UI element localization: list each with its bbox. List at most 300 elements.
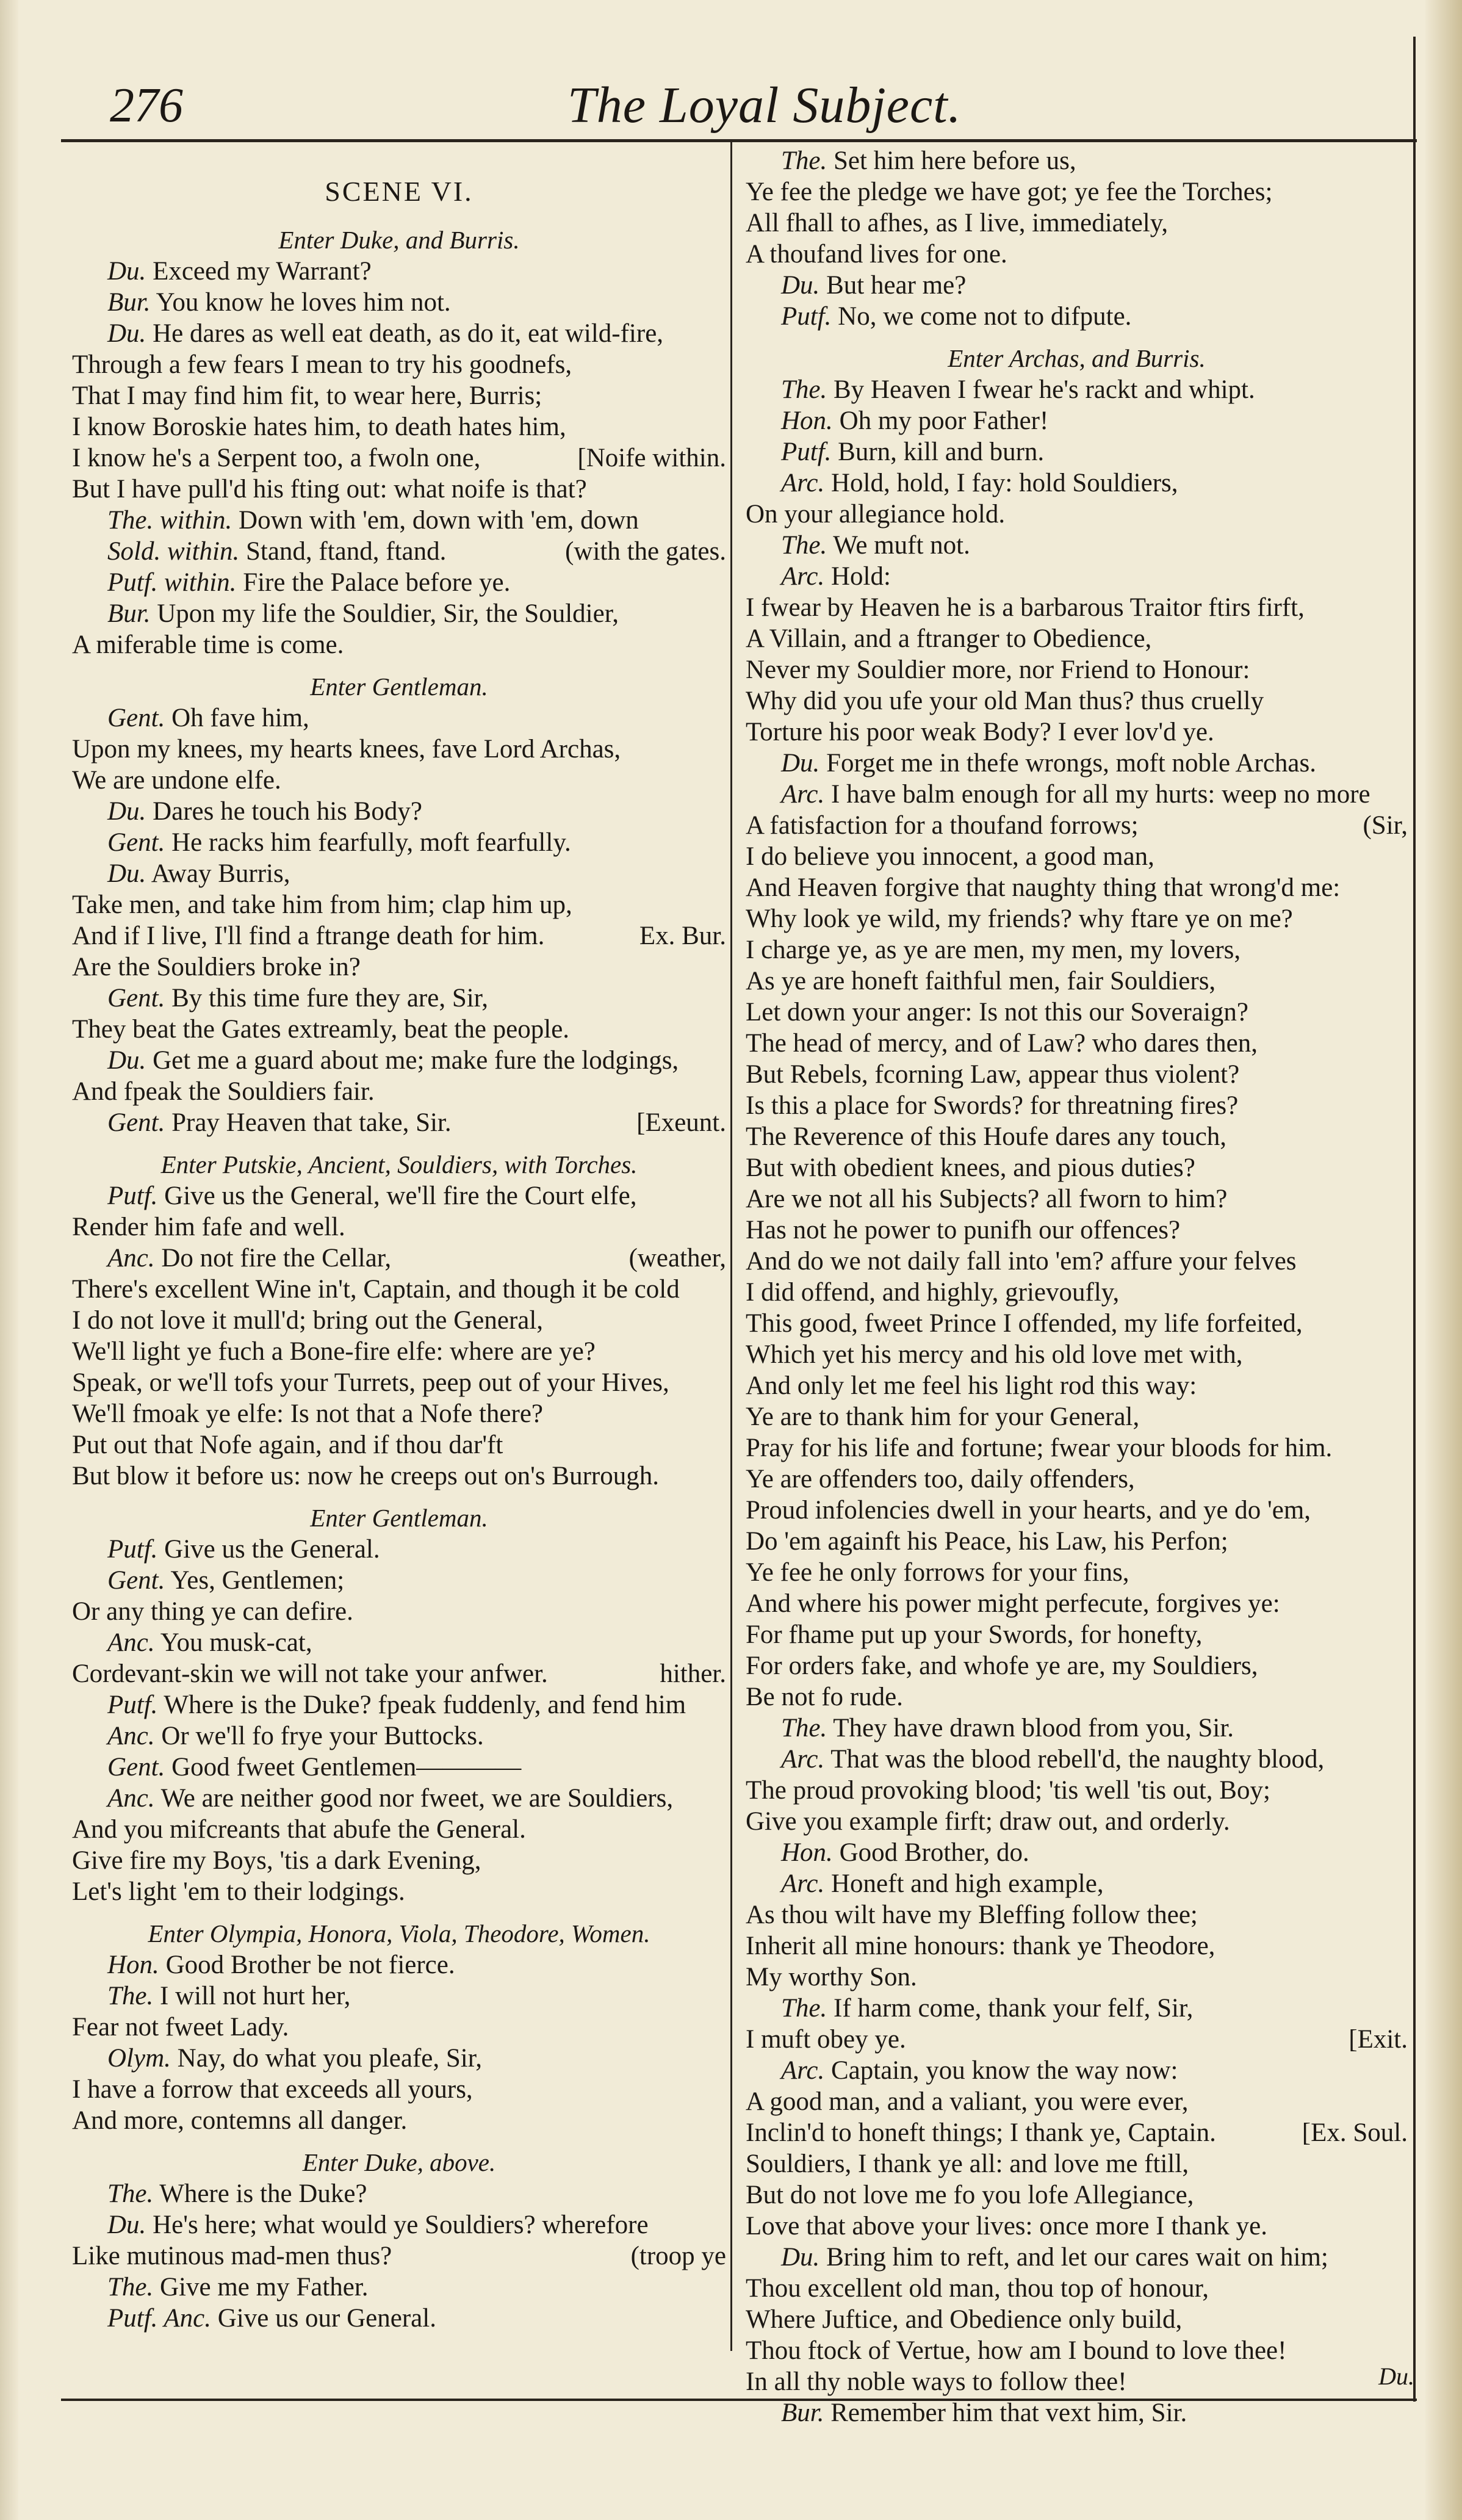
line-text: That was the blood rebell'd, the naughty blood, (830, 1745, 1325, 1774)
speech-line (72, 536, 726, 567)
speech-line (72, 827, 726, 858)
verse-line (72, 1211, 726, 1243)
line-text: But Rebels, fcorning Law, appear thus violent? (746, 1060, 1240, 1089)
speaker-name: Hon. (107, 1951, 159, 1979)
line-text: Get me a guard about me; make fure the lodgings, (153, 1046, 679, 1075)
verse-line (746, 966, 1408, 997)
line-text: Ye fee he only forrows for your fins, (746, 1558, 1129, 1587)
speaker-name: The. (781, 375, 827, 404)
speaker-name: Putf. (107, 1535, 158, 1564)
line-text: You musk-cat, (160, 1628, 312, 1657)
line-text: In all thy noble ways to follow thee! (746, 2367, 1127, 2396)
line-text: Hold: (831, 562, 891, 591)
stage-direction: Enter Gentleman. (310, 1504, 488, 1532)
speech-line (746, 561, 1408, 592)
line-text: I will not hurt her, (160, 1982, 351, 2010)
line-text: Speak, or we'll tofs your Turrets, peep out of your Hives, (72, 1368, 669, 1397)
speech-line (72, 598, 726, 629)
speaker-name: Arc. (781, 562, 825, 591)
marginal-text: [Noife within. (577, 444, 726, 472)
column-divider (730, 142, 732, 2351)
speech-line (746, 1868, 1408, 1899)
speaker-name: The. (781, 1714, 827, 1742)
speaker-name: Anc. (107, 1628, 155, 1657)
page-number: 276 (110, 79, 183, 132)
speaker-name: The. (781, 146, 827, 175)
verse-line (746, 623, 1408, 654)
verse-line (72, 1398, 726, 1429)
line-text: But blow it before us: now he creeps out on's Burrough. (72, 1462, 659, 1490)
speech-line (72, 567, 726, 598)
scan-edge-right (1425, 0, 1462, 2520)
verse-line (746, 1962, 1408, 1993)
line-text: The head of mercy, and of Law? who dares then, (746, 1029, 1258, 1058)
speech-line (746, 374, 1408, 405)
verse-line (746, 1121, 1408, 1152)
speech-line (72, 256, 726, 287)
verse-line (746, 2086, 1408, 2117)
line-text: Captain, you know the way now: (831, 2056, 1178, 2085)
line-text: Nay, do what you pleafe, Sir, (177, 2044, 483, 2073)
line-text: And you mifcreants that abufe the General. (72, 1815, 526, 1844)
verse-line (746, 1464, 1408, 1495)
line-text: Down with 'em, down with 'em, down (239, 506, 639, 535)
line-text: Dares he touch his Body? (153, 797, 422, 826)
marginal-text: [Exit. (1349, 2025, 1408, 2054)
line-text: No, we come not to difpute. (838, 302, 1132, 331)
verse-line (746, 872, 1408, 903)
verse-line (72, 889, 726, 920)
speech-line (72, 2178, 726, 2209)
speech-line (746, 2397, 1408, 2428)
line-text: But hear me? (826, 271, 967, 300)
verse-line (72, 1076, 726, 1107)
line-text: This good, fweet Prince I offended, my life forfeited, (746, 1309, 1303, 1338)
verse-line (746, 1775, 1408, 1806)
verse-line (746, 1215, 1408, 1246)
line-text: Honeft and high example, (831, 1869, 1104, 1898)
verse-line (746, 1183, 1408, 1215)
speech-line (72, 1243, 726, 1274)
line-text: Bring him to reft, and let our cares wait on him; (826, 2243, 1328, 2272)
header-rule (61, 139, 1417, 142)
line-text: As thou wilt have my Bleffing follow thee; (746, 1901, 1198, 1929)
speaker-name: Bur. (107, 599, 151, 628)
speaker-name: The. (781, 531, 827, 560)
verse-line (746, 1619, 1408, 1650)
speech-line (72, 858, 726, 889)
verse-line (746, 2148, 1408, 2179)
line-text: Love that above your lives: once more I thank ye. (746, 2212, 1267, 2240)
speaker-name: Arc. (781, 469, 825, 497)
verse-line (746, 1899, 1408, 1930)
verse-line (746, 1152, 1408, 1183)
line-text: Which yet his mercy and his old love met with, (746, 1340, 1243, 1369)
line-text: And Heaven forgive that naughty thing that wrong'd me: (746, 873, 1341, 902)
line-text: Exceed my Warrant? (153, 257, 372, 286)
verse-line (746, 1930, 1408, 1962)
verse-line (72, 1429, 726, 1460)
line-text: I know Boroskie hates him, to death hates him, (72, 413, 566, 441)
line-text: Inherit all mine honours: thank ye Theodore, (746, 1932, 1215, 1960)
marginal-text: (Sir, (1363, 811, 1408, 840)
line-text: Give you example firft; draw out, and orderly. (746, 1807, 1230, 1836)
verse-line (746, 1246, 1408, 1277)
line-text: Do not fire the Cellar, (161, 1244, 392, 1273)
line-text: Ye fee the pledge we have got; ye fee the Torches; (746, 178, 1273, 206)
stage-direction: Enter Duke, and Burris. (278, 226, 520, 254)
speaker-name: The. (781, 1994, 827, 2023)
speaker-name: Putf. Anc. (107, 2304, 211, 2333)
line-text: Away Burris, (151, 859, 290, 888)
line-text: Let down your anger: Is not this our Soveraign? (746, 998, 1248, 1027)
line-text: Put out that Nofe again, and if thou dar'ft (72, 1431, 503, 1459)
line-text: But I have pull'd his fting out: what noife is that? (72, 475, 587, 504)
line-text: And where his power might perfecute, forgives ye: (746, 1589, 1280, 1618)
verse-line (746, 654, 1408, 685)
line-text: Give us our General. (217, 2304, 436, 2333)
line-text: Inclin'd to honeft things; I thank ye, Captain. (746, 2118, 1216, 2147)
verse-line (72, 380, 726, 411)
verse-line (746, 1526, 1408, 1557)
verse-line (746, 1401, 1408, 1432)
speaker-name: Gent. (107, 704, 165, 732)
verse-line (746, 2211, 1408, 2242)
line-text: Be not fo rude. (746, 1683, 903, 1711)
verse-line (72, 411, 726, 442)
line-text: Oh my poor Father! (839, 406, 1049, 435)
speaker-name: Du. (107, 257, 146, 286)
line-text: Yes, Gentlemen; (170, 1566, 345, 1595)
speech-line (72, 1949, 726, 1980)
speaker-name: Anc. (107, 1722, 155, 1750)
line-text: As ye are honeft faithful men, fair Souldiers, (746, 967, 1216, 995)
speaker-name: The. (107, 2273, 154, 2302)
line-text: There's excellent Wine in't, Captain, and though it be cold (72, 1275, 680, 1304)
speaker-name: Sold. within. (107, 537, 240, 566)
line-text: Take men, and take him from him; clap him up, (72, 890, 572, 919)
line-text: Pray Heaven that take, Sir. (171, 1108, 452, 1137)
line-text: I charge ye, as ye are men, my men, my lovers, (746, 936, 1241, 964)
speech-line (746, 436, 1408, 468)
verse-line (746, 499, 1408, 530)
line-text: Why did you ufe your old Man thus? thus cruelly (746, 687, 1264, 715)
speaker-name: Du. (781, 271, 820, 300)
speech-line (746, 405, 1408, 436)
speech-line (72, 1689, 726, 1720)
line-text: Cordevant-skin we will not take your anfwer. (72, 1659, 548, 1688)
line-text: And only let me feel his light rod this way: (746, 1371, 1197, 1400)
line-text: Like mutinous mad-men thus? (72, 2242, 392, 2270)
speaker-name: The. within. (107, 506, 232, 535)
verse-line (746, 2024, 1408, 2055)
line-text: I did offend, and highly, grievoufly, (746, 1278, 1120, 1307)
verse-line (746, 997, 1408, 1028)
left-column (72, 145, 726, 2334)
verse-line (746, 2366, 1408, 2397)
verse-line (746, 239, 1408, 270)
line-text: For fhame put up your Swords, for honefty, (746, 1620, 1203, 1649)
line-text: Or any thing ye can defire. (72, 1597, 353, 1626)
line-text: Ye are offenders too, daily offenders, (746, 1465, 1135, 1493)
line-text: Give us the General, we'll fire the Court elfe, (164, 1182, 637, 1210)
speech-line (746, 1837, 1408, 1868)
line-text: Render him fafe and well. (72, 1213, 345, 1241)
verse-line (746, 1495, 1408, 1526)
verse-line (746, 2304, 1408, 2335)
verse-line (746, 1308, 1408, 1339)
speech-line (72, 702, 726, 734)
line-text: Give me my Father. (160, 2273, 369, 2302)
verse-line (72, 1460, 726, 1492)
line-text: But with obedient knees, and pious duties? (746, 1153, 1195, 1182)
verse-line (746, 592, 1408, 623)
line-text: The Reverence of this Houfe dares any touch, (746, 1122, 1227, 1151)
line-text: All fhall to afhes, as I live, immediately, (746, 209, 1169, 237)
speech-line (746, 1993, 1408, 2024)
verse-line (746, 2179, 1408, 2211)
verse-line (746, 903, 1408, 934)
verse-line (72, 2105, 726, 2136)
speech-line (746, 779, 1408, 810)
verse-line (72, 920, 726, 951)
speaker-name: Gent. (107, 984, 165, 1013)
speech-line (72, 2303, 726, 2334)
verse-line (72, 1367, 726, 1398)
line-text: Has not he power to punifh our offences? (746, 1216, 1181, 1244)
verse-line (746, 1588, 1408, 1619)
line-text: Upon my life the Souldier, Sir, the Souldier, (157, 599, 619, 628)
verse-line (72, 1336, 726, 1367)
line-text: Stand, ftand, ftand. (245, 537, 447, 566)
speaker-name: Du. (107, 319, 146, 348)
speaker-name: Du. (107, 2211, 146, 2239)
line-text: Good Brother, do. (839, 1838, 1029, 1867)
speaker-name: Du. (107, 797, 146, 826)
verse-line (746, 685, 1408, 717)
line-text: Forget me in thefe wrongs, moft noble Archas. (826, 749, 1316, 778)
verse-line (746, 1650, 1408, 1681)
verse-line (72, 765, 726, 796)
speaker-name: Arc. (781, 780, 825, 809)
verse-line (72, 1305, 726, 1336)
verse-line (72, 1596, 726, 1627)
speaker-name: Putf. (107, 1691, 158, 1719)
line-text: Is this a place for Swords? for threatning fires? (746, 1091, 1239, 1120)
speaker-name: Du. (107, 1046, 146, 1075)
scene-heading: SCENE VI. (325, 176, 474, 207)
line-text: Give fire my Boys, 'tis a dark Evening, (72, 1846, 481, 1875)
verse-line (746, 717, 1408, 748)
right-column (746, 145, 1408, 2428)
line-text: The proud provoking blood; 'tis well 'tis out, Boy; (746, 1776, 1270, 1805)
speech-line (746, 1744, 1408, 1775)
speech-line (72, 1565, 726, 1596)
speaker-name: Bur. (781, 2399, 824, 2427)
line-text: A Villain, and a ftranger to Obedience, (746, 624, 1152, 653)
line-text: I have a forrow that exceeds all yours, (72, 2075, 473, 2104)
speaker-name: Du. (107, 859, 146, 888)
verse-line (746, 1028, 1408, 1059)
verse-line (746, 810, 1408, 841)
speaker-name: Putf. (107, 1182, 158, 1210)
running-title: The Loyal Subject. (567, 77, 962, 134)
verse-line (746, 1806, 1408, 1837)
speech-line (746, 145, 1408, 176)
verse-line (72, 1658, 726, 1689)
line-text: Torture his poor weak Body? I ever lov'd ye. (746, 718, 1214, 746)
speech-line (72, 1752, 726, 1783)
verse-line (72, 1014, 726, 1045)
verse-line (746, 1432, 1408, 1464)
verse-line (746, 1339, 1408, 1370)
line-text: On your allegiance hold. (746, 500, 1006, 529)
verse-line (746, 1277, 1408, 1308)
verse-line (746, 176, 1408, 208)
verse-line (72, 474, 726, 505)
speech-line (72, 2209, 726, 2240)
line-text: Upon my knees, my hearts knees, fave Lord Archas, (72, 735, 621, 764)
line-text: We muft not. (833, 531, 970, 560)
verse-line (746, 208, 1408, 239)
speech-line (746, 1713, 1408, 1744)
stage-direction: Enter Putskie, Ancient, Souldiers, with Torches. (160, 1150, 638, 1179)
line-text: I fwear by Heaven he is a barbarous Traitor ftirs firft, (746, 593, 1305, 622)
speaker-name: Arc. (781, 1869, 825, 1898)
line-text: I do not love it mull'd; bring out the General, (72, 1306, 544, 1335)
verse-line (746, 841, 1408, 872)
line-text: Fear not fweet Lady. (72, 2013, 289, 2042)
marginal-text: Ex. Bur. (639, 922, 726, 950)
stage-direction: Enter Duke, above. (302, 2148, 496, 2176)
line-text: Oh fave him, (171, 704, 309, 732)
verse-line (72, 1845, 726, 1876)
verse-line (746, 1059, 1408, 1090)
speech-line (72, 1180, 726, 1211)
line-text: Thou excellent old man, thou top of honour, (746, 2274, 1209, 2303)
verse-line (746, 934, 1408, 966)
line-text: But do not love me fo you lofe Allegiance, (746, 2181, 1194, 2209)
line-text: A good man, and a valiant, you were ever, (746, 2087, 1189, 2116)
line-text: Never my Souldier more, nor Friend to Honour: (746, 655, 1250, 684)
line-text: Burn, kill and burn. (838, 438, 1045, 466)
line-text: By Heaven I fwear he's rackt and whipt. (834, 375, 1255, 404)
line-text: Thou ftock of Vertue, how am I bound to love thee! (746, 2336, 1287, 2365)
marginal-text: (troop ye (630, 2242, 726, 2270)
catchword: Du. (1378, 2363, 1414, 2390)
verse-line (72, 1814, 726, 1845)
verse-line (746, 2117, 1408, 2148)
speaker-name: Gent. (107, 1566, 165, 1595)
speaker-name: Anc. (107, 1244, 155, 1273)
line-text: Let's light 'em to their lodgings. (72, 1877, 405, 1906)
verse-line (746, 1090, 1408, 1121)
line-text: Where is the Duke? fpeak fuddenly, and fend him (164, 1691, 686, 1719)
speech-line (72, 1045, 726, 1076)
line-text: He racks him fearfully, moft fearfully. (171, 828, 571, 857)
speaker-name: Du. (781, 749, 820, 778)
verse-line (746, 2273, 1408, 2304)
verse-line (72, 2012, 726, 2043)
verse-line (746, 1681, 1408, 1713)
line-text: They have drawn blood from you, Sir. (833, 1714, 1234, 1742)
line-text: For orders fake, and whofe ye are, my Souldiers, (746, 1652, 1258, 1680)
line-text: I muft obey ye. (746, 2025, 906, 2054)
speech-line (746, 468, 1408, 499)
speech-line (72, 1783, 726, 1814)
line-text: Where Juftice, and Obedience only build, (746, 2305, 1183, 2334)
speech-line (746, 2055, 1408, 2086)
line-text: Remember him that vext him, Sir. (830, 2399, 1187, 2427)
line-text: And if I live, I'll find a ftrange death for him. (72, 922, 545, 950)
line-text: We are undone elfe. (72, 766, 281, 795)
speaker-name: The. (107, 2179, 154, 2208)
verse-line (72, 951, 726, 983)
speech-line (72, 2043, 726, 2074)
verse-line (72, 734, 726, 765)
speaker-name: Olym. (107, 2044, 171, 2073)
speech-line (746, 2242, 1408, 2273)
line-text: Souldiers, I thank ye all: and love me ftill, (746, 2150, 1189, 2178)
line-text: Fire the Palace before ye. (243, 568, 511, 597)
line-text: By this time fure they are, Sir, (171, 984, 489, 1013)
speaker-name: Du. (781, 2243, 820, 2272)
speaker-name: Bur. (107, 288, 151, 317)
line-text: Hold, hold, I fay: hold Souldiers, (831, 469, 1178, 497)
marginal-text: [Exeunt. (636, 1108, 726, 1137)
verse-line (72, 1274, 726, 1305)
line-text: Where is the Duke? (159, 2179, 367, 2208)
scan-edge-left (0, 0, 18, 2520)
speech-line (746, 748, 1408, 779)
line-text: Through a few fears I mean to try his goodnefs, (72, 350, 572, 379)
speech-line (72, 505, 726, 536)
line-text: And fpeak the Souldiers fair. (72, 1077, 375, 1106)
line-text: I do believe you innocent, a good man, (746, 842, 1154, 871)
speaker-name: Putf. (781, 302, 832, 331)
speaker-name: Putf. (781, 438, 832, 466)
verse-line (746, 1557, 1408, 1588)
line-text: Are we not all his Subjects? all fworn to him? (746, 1185, 1228, 1213)
verse-line (72, 2240, 726, 2272)
line-text: Good fweet Gentlemen———— (171, 1753, 522, 1782)
speaker-name: The. (107, 1982, 154, 2010)
line-text: They beat the Gates extreamly, beat the people. (72, 1015, 570, 1044)
speech-line (72, 1980, 726, 2012)
line-text: Do 'em againft his Peace, his Law, his Perfon; (746, 1527, 1228, 1556)
line-text: And more, contemns all danger. (72, 2106, 408, 2135)
speech-line (72, 318, 726, 349)
line-text: I have balm enough for all my hurts: weep no more (831, 780, 1370, 809)
line-text: Give us the General. (164, 1535, 380, 1564)
speech-line (72, 1534, 726, 1565)
verse-line (746, 2335, 1408, 2366)
line-text: Proud infolencies dwell in your hearts, and ye do 'em, (746, 1496, 1311, 1525)
line-text: If harm come, thank your felf, Sir, (834, 1994, 1194, 2023)
verse-line (72, 1876, 726, 1907)
verse-line (72, 442, 726, 474)
speech-line (72, 1627, 726, 1658)
speaker-name: Arc. (781, 2056, 825, 2085)
verse-line (72, 629, 726, 660)
line-text: We'll fmoak ye elfe: Is not that a Nofe there? (72, 1399, 543, 1428)
speech-line (72, 2272, 726, 2303)
speech-line (72, 1107, 726, 1138)
line-text: And do we not daily fall into 'em? affure your felves (746, 1247, 1297, 1276)
speech-line (72, 287, 726, 318)
speech-line (72, 796, 726, 827)
speaker-name: Hon. (781, 406, 833, 435)
